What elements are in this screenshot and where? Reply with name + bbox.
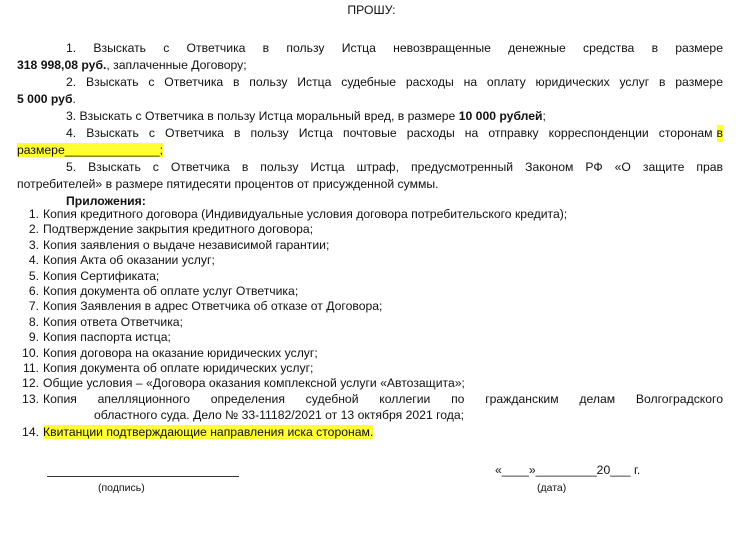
attachment-number: 6.: [28, 284, 39, 298]
attachment-13-line-1: [17, 391, 723, 408]
attachment-number: 4.: [28, 253, 39, 268]
request-1-line-1: 1. Взыскать с Ответчика в пользу Истца невозвращенные денежные средства в размере: [66, 41, 723, 55]
request-4-highlight-word: в: [716, 126, 723, 140]
attachment-number: 11.: [22, 361, 39, 375]
attachment-text: Копия кредитного договора (Индивидуальные условия договора потребительского кредита);: [43, 207, 568, 221]
attachment-text: Копия ответа Ответчика;: [43, 314, 183, 329]
request-4-line-2: [17, 142, 163, 159]
request-2-amount: 5 000 руб: [17, 92, 73, 106]
attachment-text: Копия Заявления в адрес Ответчика об отказе от Договора;: [43, 299, 383, 314]
attachment-text: Копия Сертификата;: [43, 268, 160, 283]
attachment-text: Подтверждение закрытия кредитного договора;: [43, 222, 314, 237]
attachment-text: Общие условия – «Договора оказания комплексной услуги «Автозащита»;: [43, 376, 465, 391]
attachment-text: Копия заявления о выдаче независимой гарантии;: [43, 237, 330, 252]
attachment-number: 5.: [28, 268, 39, 283]
request-5-line-2: потребителей» в размере пятидесяти процентов от присужденной суммы.: [17, 177, 439, 191]
attachment-14-text: Квитанции подтверждающие направления иска сторонам.: [43, 425, 374, 439]
request-3: [66, 108, 546, 125]
attachment-number: 8.: [28, 314, 39, 329]
attachment-text: Копия паспорта истца;: [43, 330, 171, 345]
attachment-text: Копия договора на оказание юридических услуг;: [43, 345, 318, 360]
request-4-text: 4. Взыскать с Ответчика в пользу Истца почтовые расходы на отправку корреспонденции сторонам: [66, 126, 713, 140]
attachment-number: 10.: [22, 345, 39, 360]
attachment-item: [17, 375, 465, 392]
request-4-line-1: [66, 125, 723, 142]
date-label: (дата): [537, 482, 567, 494]
request-2-line-1: 2. Взыскать с Ответчика в пользу Истца судебные расходы на оплату юридических услуг в размере: [66, 75, 723, 89]
request-2-end: .: [72, 92, 76, 106]
attachment-13-number: 13.: [22, 392, 39, 406]
date-line: «____»_________20___ г.: [495, 463, 641, 477]
request-3-end: ;: [542, 109, 546, 123]
request-5-line-1: 5. Взыскать с Ответчика в пользу Истца штраф, предусмотренный Законом РФ «О защите прав: [66, 160, 723, 174]
request-4-highlight: размере______________;: [17, 143, 163, 157]
attachment-13-text: Копия апелляционного определения судебной коллегии по гражданским делам Волгоградского: [43, 392, 723, 406]
attachment-number: 1.: [28, 207, 39, 221]
attachment-text: Копия документа об оплате услуг Ответчика;: [43, 284, 299, 298]
request-1-line-2: [17, 57, 247, 74]
attachment-13-line-2: областного суда. Дело № 33-11182/2021 от 13 октября 2021 года;: [94, 408, 465, 422]
signature-label: (подпись): [98, 482, 145, 494]
request-3-amount: 10 000 рублей: [458, 109, 543, 123]
attachments-title: Приложения:: [66, 194, 146, 208]
attachment-text: Копия документа об оплате юридических услуг;: [43, 361, 314, 375]
attachment-number: 7.: [28, 299, 39, 314]
attachment-number: 9.: [28, 330, 39, 345]
request-3-text: 3. Взыскать с Ответчика в пользу Истца моральный вред, в размере: [66, 109, 456, 123]
attachment-number: 3.: [28, 237, 39, 252]
page-heading: ПРОШУ:: [347, 3, 396, 17]
attachment-number: 2.: [28, 222, 39, 237]
request-1-amount: 318 998,08 руб.: [17, 58, 107, 72]
attachment-14-number: 14.: [22, 425, 39, 439]
request-2-line-2: [17, 91, 76, 108]
attachment-14: [17, 424, 373, 441]
signature-line: [47, 476, 239, 477]
attachment-number: 12.: [22, 376, 39, 391]
request-1-rest: , заплаченные Договору;: [106, 58, 247, 72]
attachment-text: Копия Акта об оказании услуг;: [43, 253, 215, 268]
